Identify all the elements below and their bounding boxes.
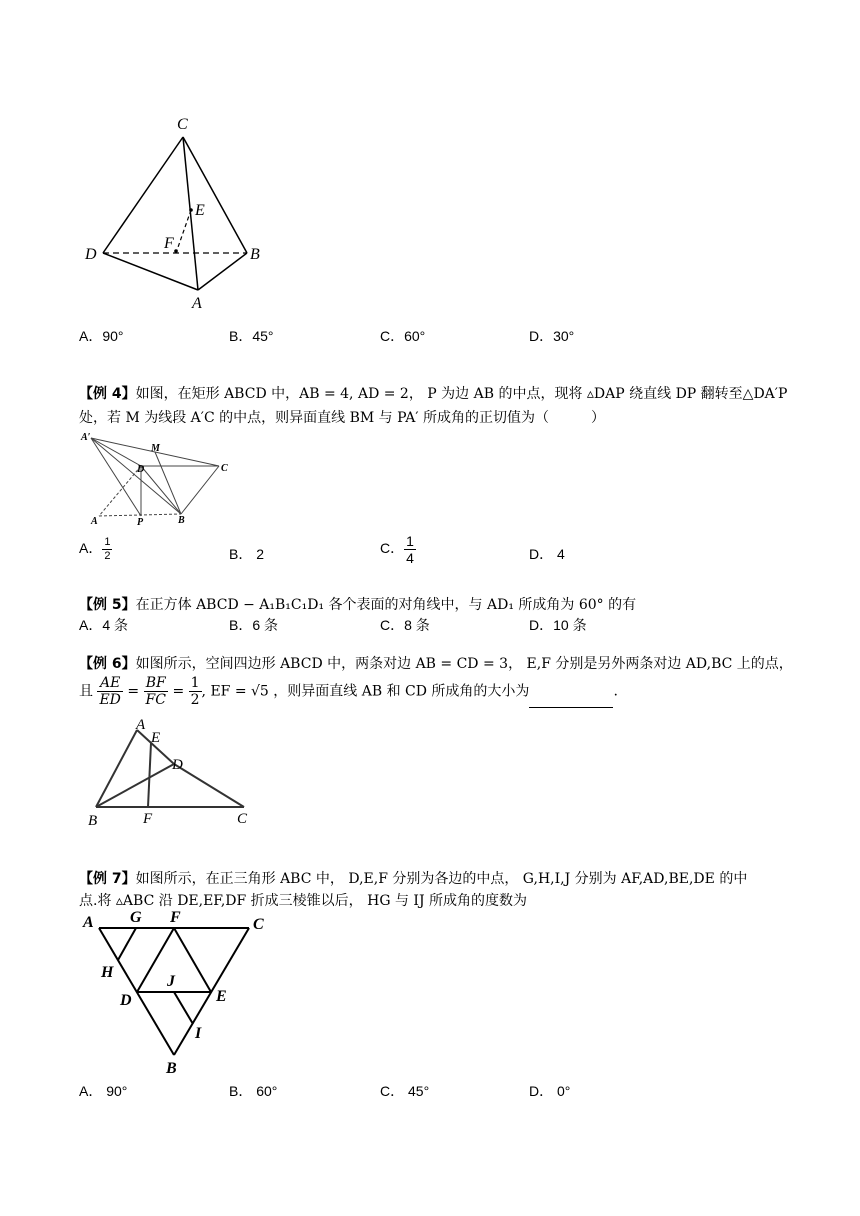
option-a-prefix: A． [79,540,103,557]
equals-sign: = [127,683,140,700]
example-7-line2: 点.将 ▵ABC 沿 DE,EF,DF 折成三棱锥以后， HG 与 IJ 所成角的度数为 [79,893,528,909]
option-d[interactable]: D． 0° [529,1083,571,1099]
label-c: C [237,811,248,827]
label-i: I [195,1025,202,1042]
answer-blank[interactable] [529,693,613,708]
label-a: A [91,516,98,527]
label-e: E [216,988,227,1005]
label-c: C [221,463,228,474]
label-d: D [120,992,132,1009]
example-5-text1: 在正方体 ABCD − A₁B₁C₁D₁ 各个表面的对角线中，与 AD₁ 所成角为 60° 的有 [135,597,637,613]
example-6-text1: 如图所示，空间四边形 ABCD 中，两条对边 AB = CD = 3， E,F 分别是另外两条对边 AD,BC 上的点， [135,656,793,672]
label-c: C [253,916,264,933]
option-d[interactable]: D． 4 [529,546,565,562]
label-d: D [172,757,183,773]
fraction-numerator: 1 [104,536,111,548]
example-7-line1 [79,868,747,888]
option-b[interactable]: B．45° [229,328,274,344]
label-f: F [170,909,181,926]
label-e: E [151,730,161,746]
tetrahedron-figure [80,110,270,315]
example-5-tag: 【例 5】 [79,597,136,613]
fraction-one-half [189,675,202,708]
example-4-tag: 【例 4】 [79,386,136,402]
fraction-denominator: 4 [406,550,414,566]
option-c[interactable]: C．8 条 [380,617,430,633]
fraction-bf-fc [144,675,168,708]
option-b[interactable]: B． 60° [229,1083,278,1099]
label-d: D [137,464,145,475]
label-f: F [164,235,174,252]
label-c: C [177,116,188,133]
option-a[interactable]: A． 90° [79,1083,128,1099]
triangle-figure [79,905,279,1080]
label-a-prime: A′ [81,432,91,443]
label-a: A [83,914,94,931]
option-a[interactable]: A．4 条 [79,617,129,633]
line2-end: . [613,683,618,700]
label-b: B [250,246,260,263]
fraction-one-quarter [404,533,416,566]
option-d[interactable]: D．10 条 [529,617,587,633]
option-b[interactable]: B．6 条 [229,617,279,633]
example-6-line2 [79,675,618,708]
rectangle-fold-figure [79,430,239,530]
example-4-text1: 如图，在矩形 ABCD 中，AB = 4, AD = 2， P 为边 AB 的中点，现将 ▵DAP 绕直线 DP 翻转至△DA′P [135,386,788,402]
label-b: B [166,1060,177,1077]
label-g: G [130,909,142,926]
fraction-numerator: BF [144,675,168,692]
example-4-line2: 处，若 M 为线段 A′C 的中点，则异面直线 BM 与 PA′ 所成角的正切值为（ ） [79,410,605,426]
example-5-line1 [79,594,636,614]
line2-prefix: 且 [79,683,93,700]
fraction-denominator: FC [145,692,166,708]
label-a: A [192,295,202,312]
quadrilateral-figure [84,712,264,832]
fraction-denominator: 2 [104,550,111,562]
label-j: J [167,973,175,990]
fraction-numerator: AE [97,675,122,692]
label-h: H [101,964,114,981]
label-d: D [85,246,97,263]
option-c[interactable] [380,533,416,566]
option-d[interactable]: D．30° [529,328,575,344]
option-b[interactable]: B． 2 [229,546,265,562]
fraction-numerator: 1 [406,533,414,549]
example-7-text1: 如图所示，在正三角形 ABC 中， D,E,F 分别为各边的中点， G,H,I,J 分别为 AF,AD,BE,DE 的中 [135,871,748,887]
example-4-line1 [79,383,787,403]
label-b: B [178,515,185,526]
option-c[interactable]: C．60° [380,328,426,344]
fraction-numerator: 1 [190,675,200,691]
label-f: F [143,811,153,827]
label-p: P [137,517,144,528]
fraction-denominator: 2 [190,692,200,708]
label-m: M [151,443,160,454]
example-6-line1 [79,653,793,673]
option-a[interactable]: A．90° [79,328,124,344]
fraction-denominator: ED [99,692,121,708]
line2-middle: , EF = √5 ，则异面直线 AB 和 CD 所成角的大小为 [201,683,530,700]
label-b: B [88,813,98,829]
example-7-tag: 【例 7】 [79,871,136,887]
example-6-tag: 【例 6】 [79,656,136,672]
option-c-prefix: C． [380,540,405,557]
label-a: A [136,717,146,733]
option-a[interactable] [79,536,112,563]
option-c[interactable]: C． 45° [380,1083,430,1099]
equals-sign: = [172,683,185,700]
fraction-one-half [102,536,112,563]
label-e: E [195,202,205,219]
fraction-ae-ed [97,675,122,708]
